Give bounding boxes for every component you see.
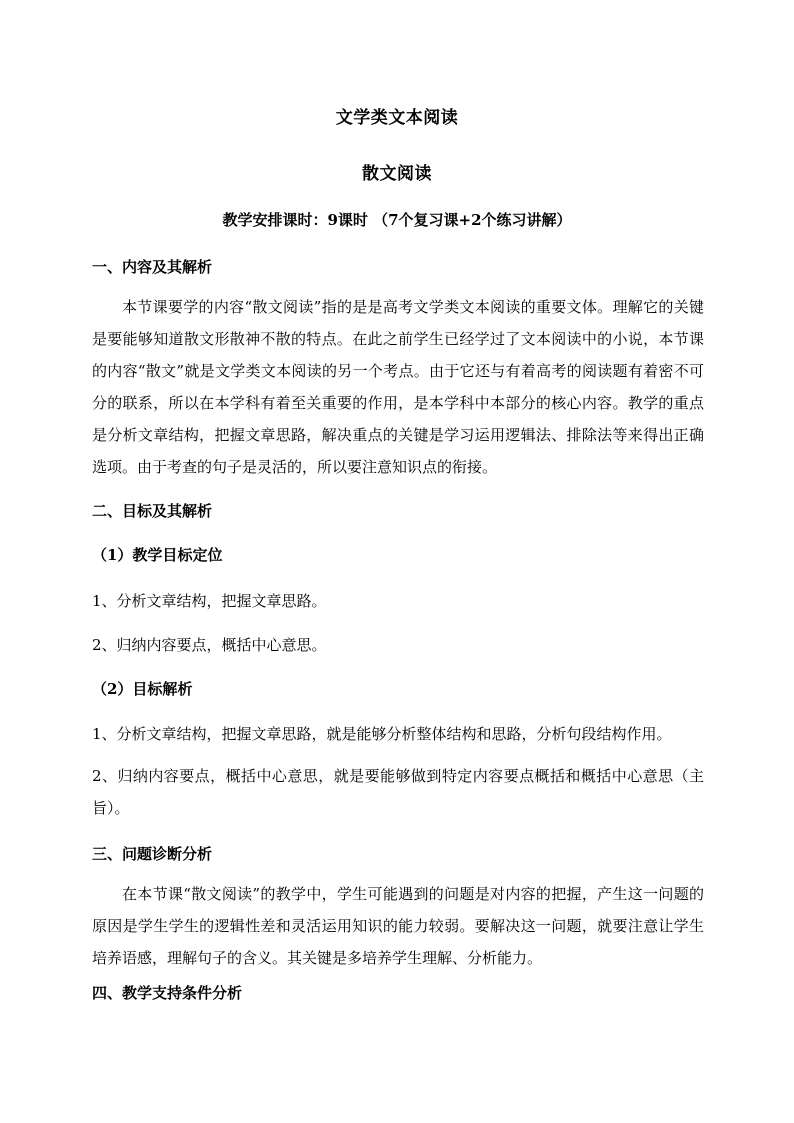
goal-analysis-heading: （2）目标解析 [92,680,193,698]
document-title: 文学类文本阅读 [335,108,459,128]
section-1-heading: 一、内容及其解析 [92,258,213,276]
schedule-line: 教学安排课时：9课时 （7个复习课+2个练习讲解） [222,211,572,229]
analysis-item-2: 2、归纳内容要点，概括中心意思，就是要能够做到特定内容要点概括和概括中心意思（主旨）。 [92,767,704,817]
section-3-heading: 三、问题诊断分析 [92,845,213,863]
section-1-paragraph: 本节课要学的内容“散文阅读”指的是是高考文学类文本阅读的重要文体。理解它的关键是要能够知道散文形散神不散的特点。在此之前学生已经学过了文本阅读中的小说，本节课的内容“散文”就是文学类文本阅读的另一个考点。由于它还与有着高考的阅读题有着密不可分的联系，所以在本学科有着至关重要的作用，是本学科中本部分的核心内容。教学的重点是分析文章结构，把握文章思路，解决重点的关键是学习运用逻辑法、排除法等来得出正确选项。由于考查的句子是灵活的，所以要注意知识点的衔接。 [92,298,704,476]
goal-positioning-heading: （1）教学目标定位 [92,546,223,564]
section-2-heading: 二、目标及其解析 [92,502,213,520]
section-4-heading: 四、教学支持条件分析 [92,984,243,1002]
goal-item-2: 2、归纳内容要点，概括中心意思。 [92,636,327,654]
analysis-item-1: 1、分析文章结构，把握文章思路，就是能够分析整体结构和思路，分析句段结构作用。 [92,725,672,743]
document-subtitle: 散文阅读 [362,164,432,184]
goal-item-1: 1、分析文章结构，把握文章思路。 [92,592,327,610]
section-3-paragraph: 在本节课“散文阅读”的教学中，学生可能遇到的问题是对内容的把握，产生这一问题的原因是学生学生的逻辑性差和灵活运用知识的能力较弱。要解决这一问题，就要注意让学生培养语感，理解句子的含义。其关键是多培养学生理解、分析能力。 [92,885,704,967]
